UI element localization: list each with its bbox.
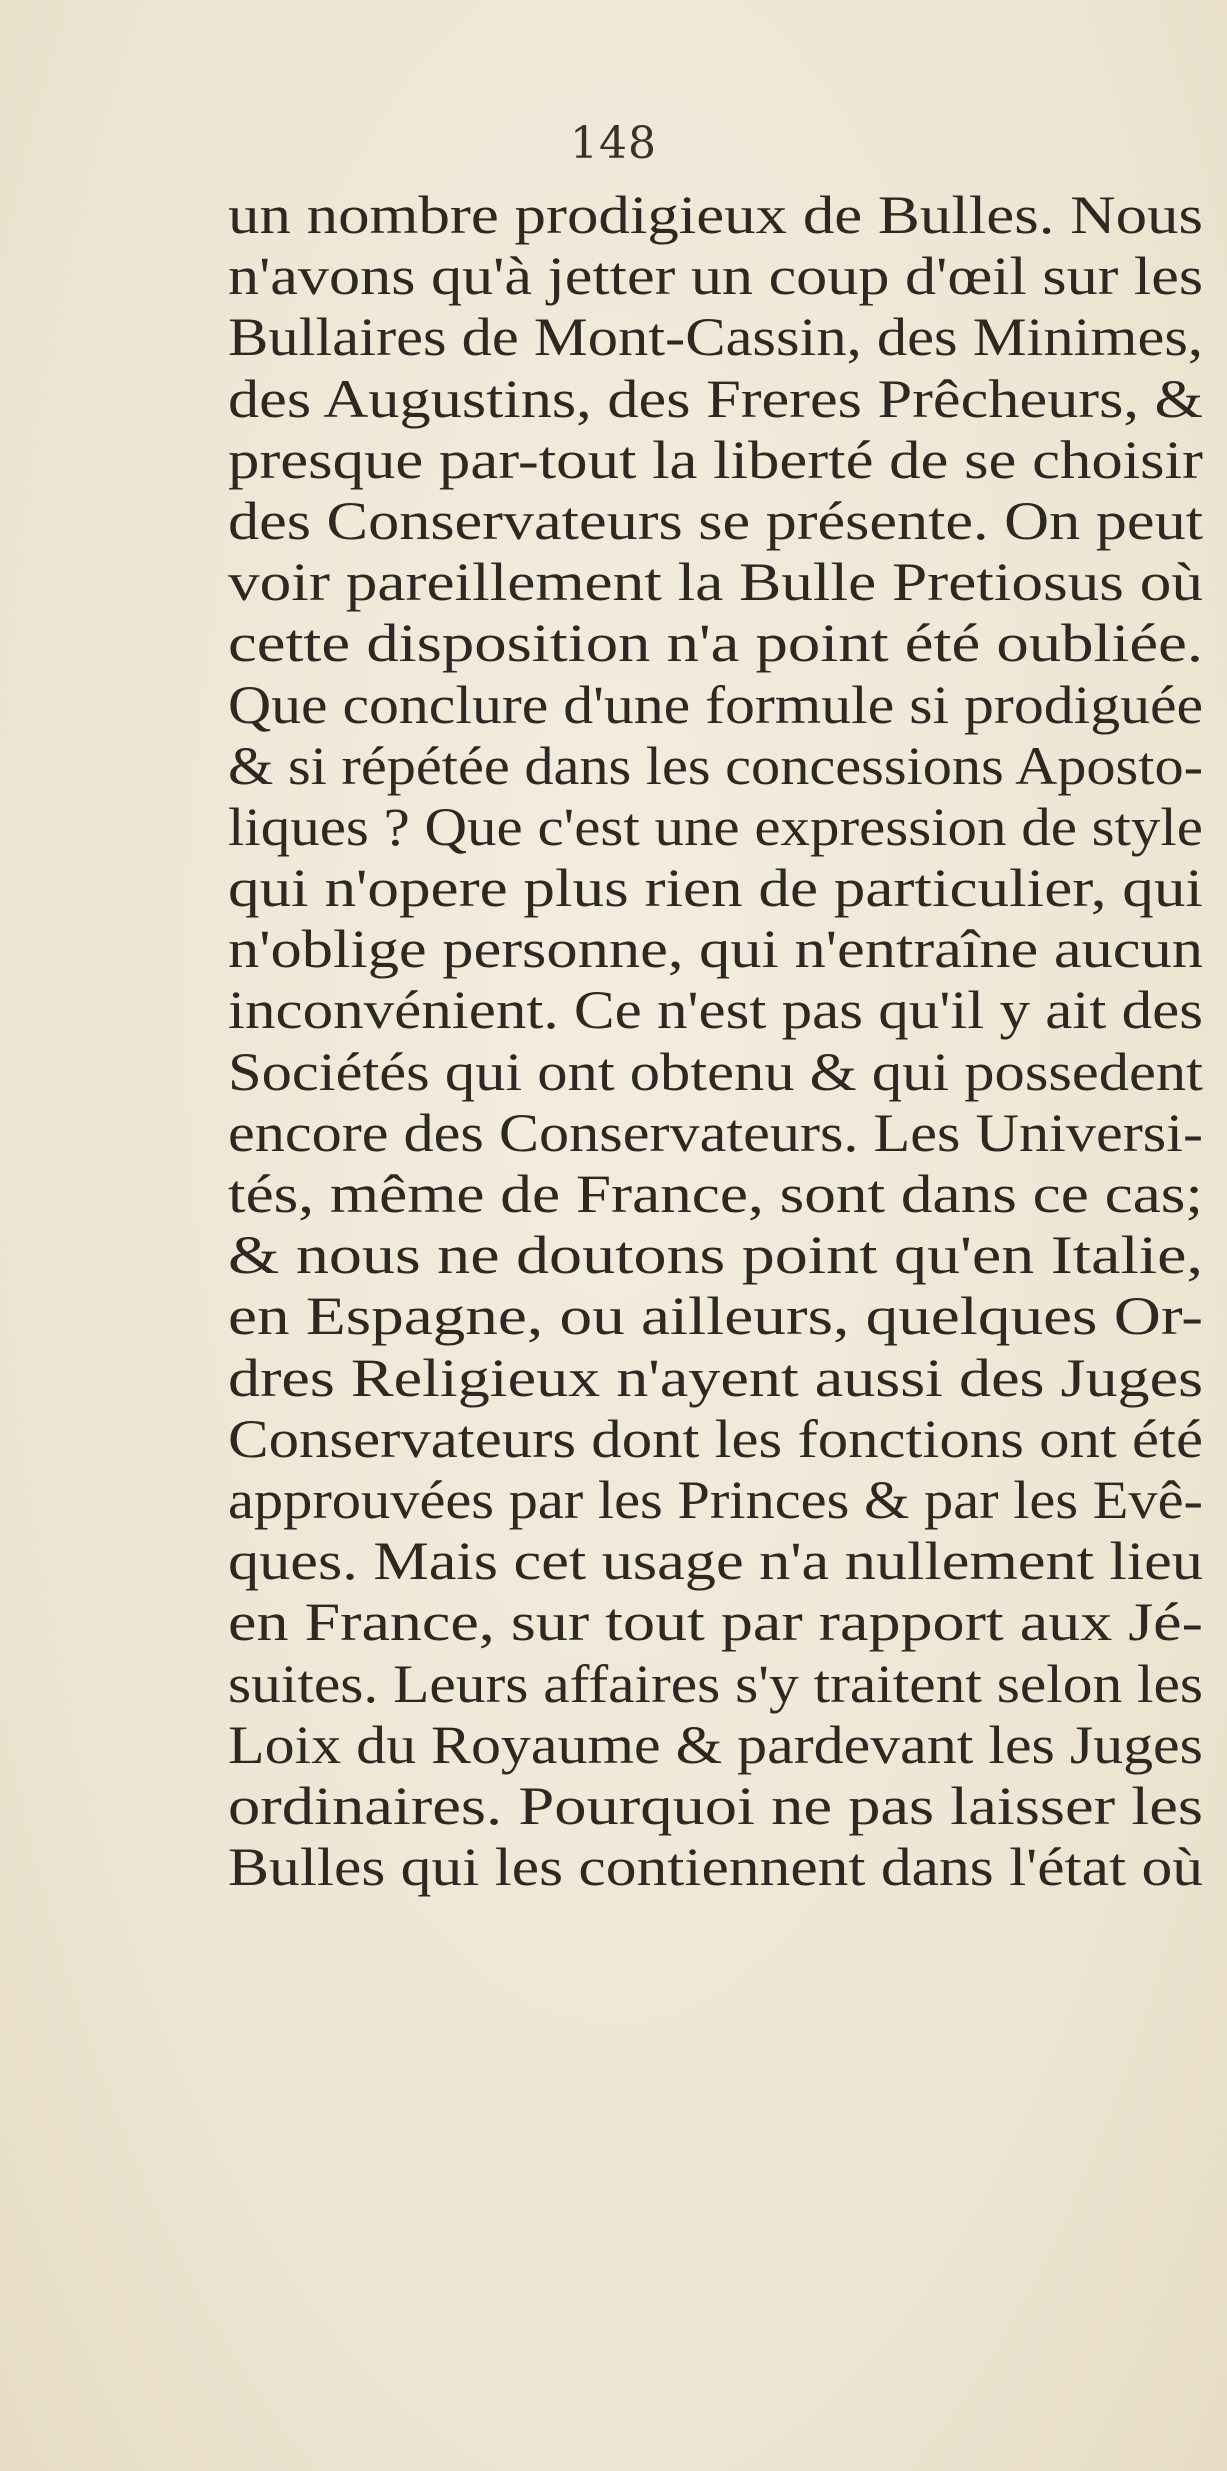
text-line: inconvénient. Ce n'est pas qu'il y ait des [228,980,1203,1041]
text-line: suites. Leurs affaires s'y traitent selon les [228,1653,1204,1714]
text-line: en Espagne, ou ailleurs, quelques Or- [228,1286,1204,1347]
text-line: Loix du Royaume & pardevant les Juges [228,1714,1203,1775]
text-line: liques ? Que c'est une expression de style [228,796,1203,857]
text-line: & si répétée dans les concessions Aposto- [228,735,1204,796]
text-line: Sociétés qui ont obtenu & qui possedent [228,1041,1203,1102]
text-line: approuvées par les Princes & par les Evê- [228,1469,1203,1530]
body-text [228,185,1208,1898]
text-line: cette disposition n'a point été oubliée. [228,613,1204,674]
text-line: n'oblige personne, qui n'entraîne aucun [228,919,1204,980]
text-line: ques. Mais cet usage n'a nullement lieu [228,1531,1203,1592]
text-line: en France, sur tout par rapport aux Jé- [228,1592,1203,1653]
text-line: qui n'opere plus rien de particulier, qui [228,858,1203,919]
text-line: encore des Conservateurs. Les Universi- [228,1102,1204,1163]
text-line: des Conservateurs se présente. On peut [228,490,1203,551]
text-line: ordinaires. Pourquoi ne pas laisser les [228,1775,1203,1836]
text-line: Bulles qui les contiennent dans l'état où [228,1837,1203,1898]
text-line: presque par-tout la liberté de se choisir [228,429,1203,490]
text-line: dres Religieux n'ayent aussi des Juges [228,1347,1204,1408]
text-line: tés, même de France, sont dans ce cas; [228,1164,1204,1224]
text-line: Bullaires de Mont-Cassin, des Minimes, [228,307,1204,368]
text-line: & nous ne doutons point qu'en Italie, [228,1225,1203,1286]
text-line: n'avons qu'à jetter un coup d'œil sur les [228,246,1204,307]
text-line: Que conclure d'une formule si prodiguée [228,674,1204,735]
text-line: des Augustins, des Freres Prêcheurs, & [228,368,1204,429]
text-line: Conservateurs dont les fonctions ont été [228,1408,1203,1469]
page-number: 148 [570,118,657,169]
text-line: voir pareillement la Bulle Pretiosus où [228,552,1204,613]
text-line: un nombre prodigieux de Bulles. Nous [228,185,1203,245]
